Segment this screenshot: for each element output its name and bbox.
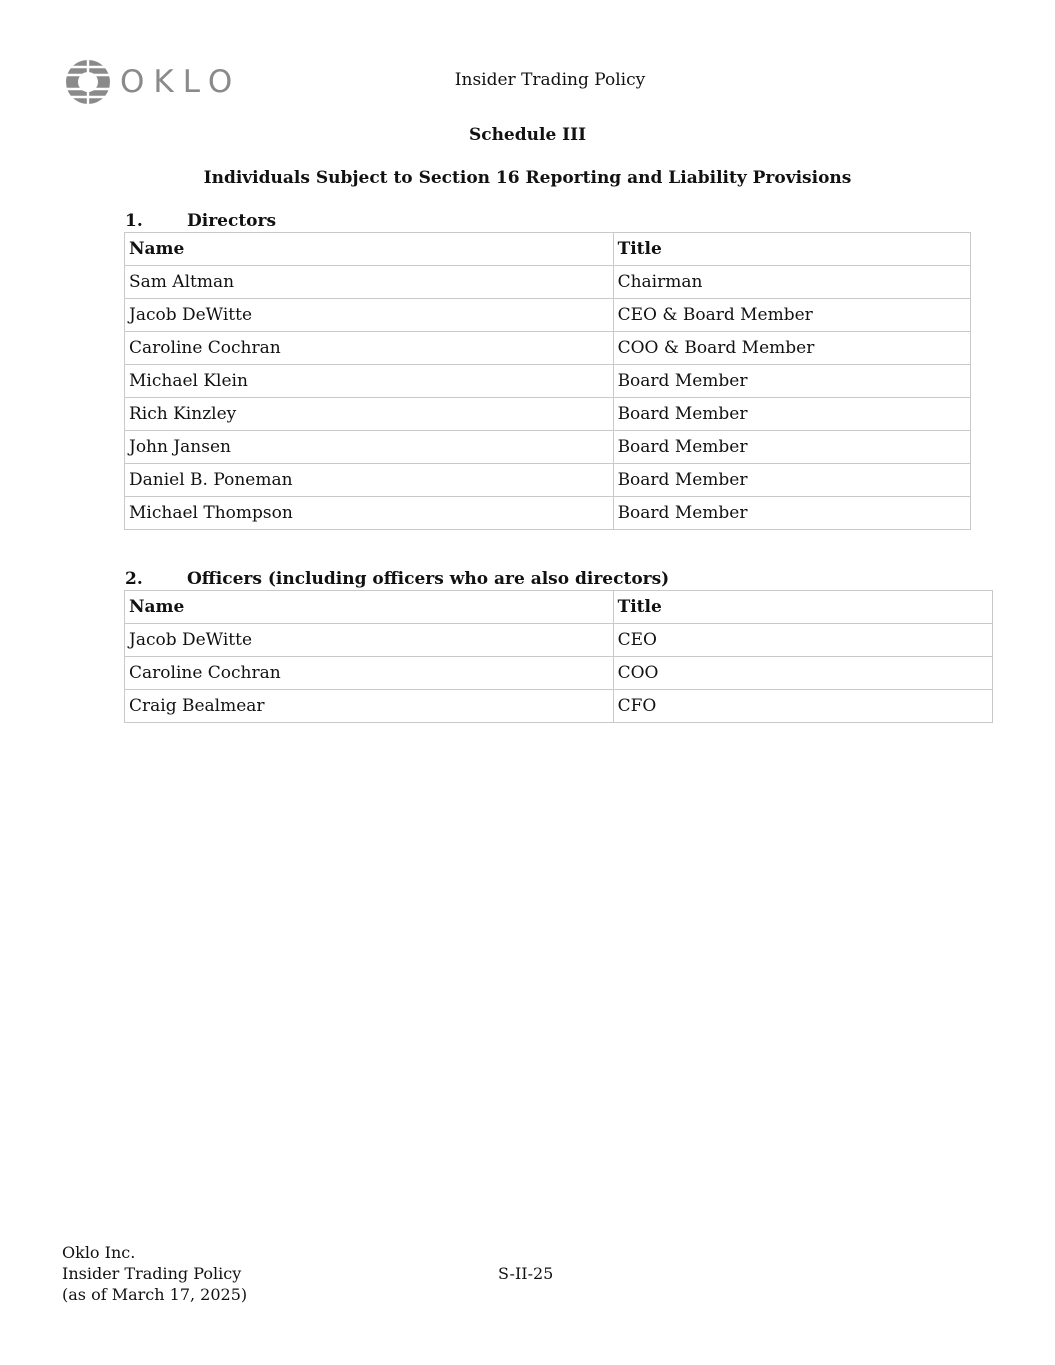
officer-name: Caroline Cochran [125,657,614,690]
table-row [125,266,971,299]
table-row [125,657,993,690]
director-title: Board Member [613,398,970,431]
table-row [125,299,971,332]
page-number: S-II-25 [498,1264,554,1283]
director-name: Michael Thompson [125,497,614,530]
logo-wordmark: OKLO [120,64,242,100]
director-title: CEO & Board Member [613,299,970,332]
table-header-row [125,591,993,624]
section-number: 1. [125,211,143,231]
footer-date: (as of March 17, 2025) [62,1285,248,1304]
column-header-name: Name [125,591,614,624]
table-row [125,624,993,657]
officer-title: CFO [613,690,992,723]
director-name: John Jansen [125,431,614,464]
director-name: Sam Altman [125,266,614,299]
table-row [125,431,971,464]
table-row [125,332,971,365]
document-header-title: Insider Trading Policy [454,70,646,90]
column-header-title: Title [613,591,992,624]
section-heading-officers [125,569,669,589]
officer-title: COO [613,657,992,690]
director-title: Board Member [613,464,970,497]
section-heading-directors [125,211,276,231]
table-row [125,398,971,431]
table-header-row [125,233,971,266]
officers-table [124,590,993,723]
section-title: Officers (including officers who are also directors) [187,569,670,589]
column-header-title: Title [613,233,970,266]
footer-company: Oklo Inc. [62,1243,136,1262]
footer-policy: Insider Trading Policy [62,1264,242,1283]
director-name: Caroline Cochran [125,332,614,365]
directors-table [124,232,971,530]
table-row [125,365,971,398]
table-row [125,464,971,497]
footer-document-info [62,1242,247,1305]
section-number: 2. [125,569,143,589]
officer-name: Craig Bealmear [125,690,614,723]
section-title: Directors [187,211,277,231]
director-title: Board Member [613,431,970,464]
director-name: Daniel B. Poneman [125,464,614,497]
schedule-title: Schedule III [468,125,587,145]
officer-title: CEO [613,624,992,657]
director-title: Board Member [613,365,970,398]
table-row [125,690,993,723]
schedule-subtitle: Individuals Subject to Section 16 Reporting and Liability Provisions [203,168,852,188]
officer-name: Jacob DeWitte [125,624,614,657]
table-row [125,497,971,530]
director-title: Chairman [613,266,970,299]
column-header-name: Name [125,233,614,266]
director-name: Jacob DeWitte [125,299,614,332]
director-name: Rich Kinzley [125,398,614,431]
director-title: Board Member [613,497,970,530]
director-name: Michael Klein [125,365,614,398]
director-title: COO & Board Member [613,332,970,365]
